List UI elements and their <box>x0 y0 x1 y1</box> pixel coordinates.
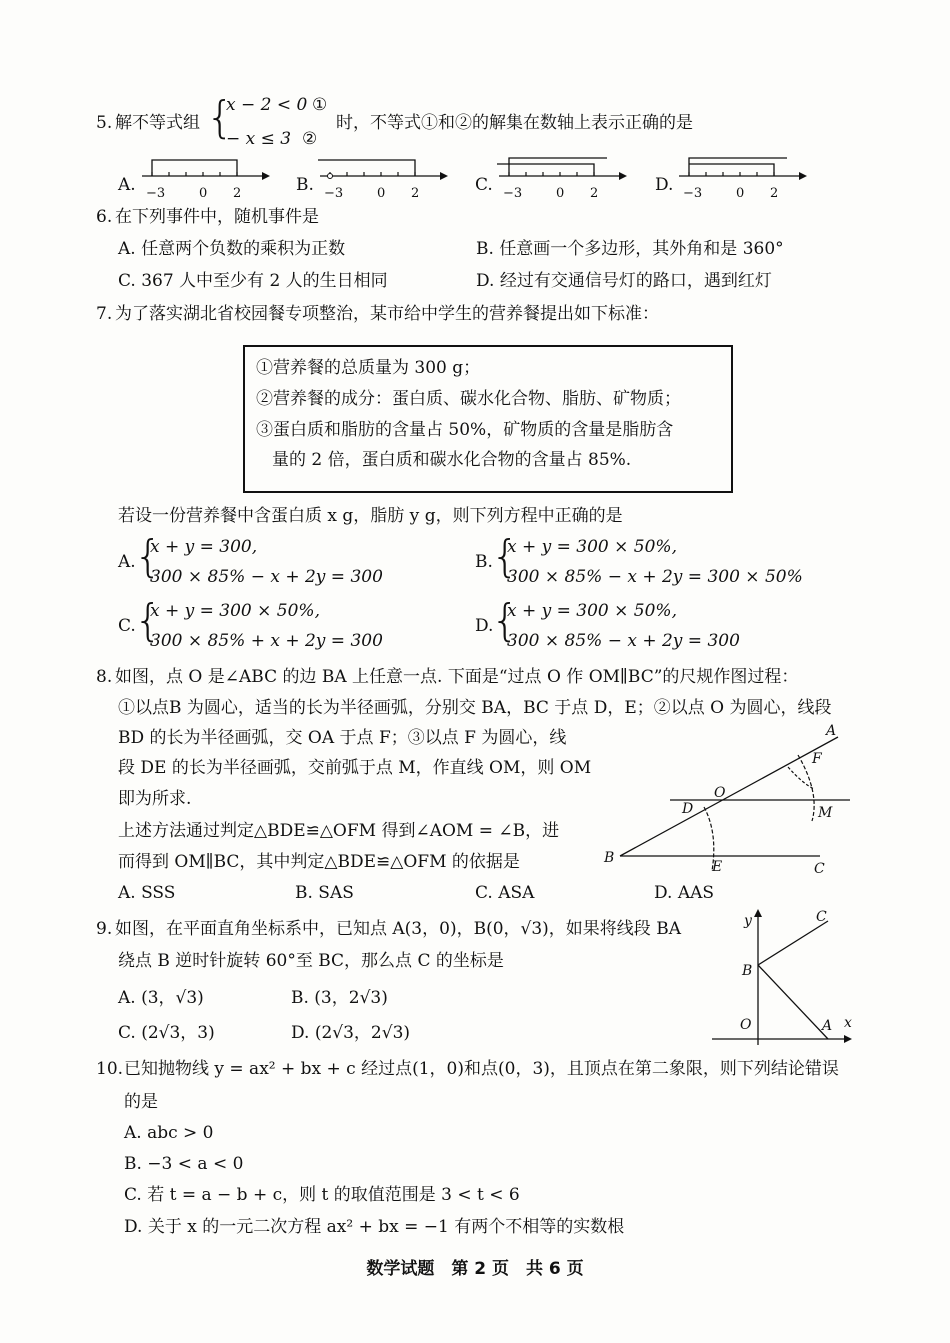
q8-line4: 段 DE 的长为半径画弧，交前弧于点 M，作直线 OM，则 OM <box>118 758 592 778</box>
q7-option-d-label[interactable]: D. <box>475 616 494 636</box>
q9-option-a[interactable]: A. (3，√3) <box>118 988 204 1008</box>
q5-a-tick-neg3: −3 <box>146 186 166 201</box>
q9-label-o: O <box>740 1017 752 1033</box>
q7-c-eq1: x + y = 300 × 50%, <box>150 601 320 621</box>
q5-mark2: ② <box>302 129 318 149</box>
q7-box-line1: ①营养餐的总质量为 300 g； <box>256 358 481 378</box>
q7-box-line4: 量的 2 倍，蛋白质和碳水化合物的含量占 85%. <box>272 450 632 470</box>
q9-label-c: C <box>816 909 827 925</box>
q9-figure <box>706 905 856 1045</box>
q5-ineq1: x − 2 < 0 <box>226 95 308 115</box>
q7-option-a-label[interactable]: A. <box>118 552 136 572</box>
q7-b-brace: { <box>491 531 519 582</box>
q10-number: 10. <box>96 1059 124 1079</box>
q9-option-b[interactable]: B. (3，2√3) <box>291 988 388 1008</box>
q5-b-tick-neg3: −3 <box>324 186 344 201</box>
q5-number: 5. <box>96 113 113 133</box>
q10-option-a[interactable]: A. abc > 0 <box>124 1123 214 1143</box>
q8-option-d[interactable]: D. AAS <box>654 883 715 903</box>
q5-option-b-label[interactable]: B. <box>296 175 314 195</box>
q5-c-tick-0: 0 <box>556 186 565 201</box>
q9-segment-ba <box>758 965 828 1039</box>
q5-option-a-label[interactable]: A. <box>118 175 136 195</box>
q8-line6: 上述方法通过判定△BDE≌△OFM 得到∠AOM = ∠B，进 <box>118 821 560 841</box>
q5-ineq2: − x ≤ 3 <box>226 129 292 149</box>
q7-a-brace: { <box>134 531 162 582</box>
q8-line7: 而得到 OM∥BC，其中判定△BDE≌△OFM 的依据是 <box>118 852 520 872</box>
q9-line1: 如图，在平面直角坐标系中，已知点 A(3，0)，B(0，√3)，如果将线段 BA <box>115 919 681 939</box>
q9-label-a: A <box>822 1018 833 1034</box>
q8-line5: 即为所求. <box>118 789 192 809</box>
q8-label-d: D <box>682 801 694 817</box>
q5-a-tick-0: 0 <box>199 186 208 201</box>
q7-d-brace: { <box>491 595 519 646</box>
q7-d-eq2: 300 × 85% − x + 2y = 300 <box>507 631 740 651</box>
q8-option-c[interactable]: C. ASA <box>475 883 535 903</box>
q9-segment-bc <box>758 921 828 965</box>
q8-label-a: A <box>826 723 837 739</box>
q9-number: 9. <box>96 919 113 939</box>
q10-option-b[interactable]: B. −3 < a < 0 <box>124 1154 244 1174</box>
q5-option-d-label[interactable]: D. <box>655 175 674 195</box>
q5-b-tick-0: 0 <box>377 186 386 201</box>
q8-option-a[interactable]: A. SSS <box>118 883 176 903</box>
q5-c-tick-neg3: −3 <box>503 186 523 201</box>
q7-b-eq2: 300 × 85% − x + 2y = 300 × 50% <box>507 567 803 587</box>
q7-stem: 为了落实湖北省校园餐专项整治，某市给中学生的营养餐提出如下标准： <box>115 304 659 324</box>
q9-label-x: x <box>844 1015 852 1031</box>
q5-option-c-label[interactable]: C. <box>475 175 493 195</box>
q5-c-tick-2: 2 <box>590 186 599 201</box>
q8-label-b: B <box>604 850 615 866</box>
q5-d-tick-2: 2 <box>770 186 779 201</box>
q7-d-eq1: x + y = 300 × 50%, <box>507 601 677 621</box>
q7-box-line3: ③蛋白质和脂肪的含量占 50%，矿物质的含量是脂肪含 <box>256 420 674 440</box>
q5-mark1: ① <box>312 95 328 115</box>
q8-figure <box>600 725 860 885</box>
q7-b-eq1: x + y = 300 × 50%, <box>507 537 677 557</box>
q8-label-m: M <box>818 805 833 821</box>
q5-d-tick-0: 0 <box>736 186 745 201</box>
q8-ray-ba <box>620 737 838 856</box>
q6-option-a[interactable]: A. 任意两个负数的乘积为正数 <box>118 239 346 259</box>
q6-stem: 在下列事件中，随机事件是 <box>115 207 319 227</box>
q7-option-c-label[interactable]: C. <box>118 616 136 636</box>
q10-option-d[interactable]: D. 关于 x 的一元二次方程 ax² + bx = −1 有两个不相等的实数根 <box>124 1217 625 1237</box>
q10-line1: 已知抛物线 y = ax² + bx + c 经过点(1，0)和点(0，3)，且顶点在第二象限，则下列结论错误 <box>124 1059 839 1079</box>
q9-label-y: y <box>744 913 752 929</box>
q8-number: 8. <box>96 667 113 687</box>
q7-a-eq1: x + y = 300, <box>150 537 258 557</box>
q10-line2: 的是 <box>124 1092 158 1112</box>
q5-b-tick-2: 2 <box>411 186 420 201</box>
q8-label-o: O <box>714 785 726 801</box>
q6-option-d[interactable]: D. 经过有交通信号灯的路口，遇到红灯 <box>476 271 772 291</box>
q10-option-c[interactable]: C. 若 t = a − b + c，则 t 的取值范围是 3 < t < 6 <box>124 1185 520 1205</box>
q5-brace: { <box>206 92 234 143</box>
q7-c-brace: { <box>134 595 162 646</box>
q7-c-eq2: 300 × 85% + x + 2y = 300 <box>150 631 383 651</box>
q8-option-b[interactable]: B. SAS <box>295 883 354 903</box>
q9-option-d[interactable]: D. (2√3，2√3) <box>291 1023 411 1043</box>
q5-tail: 时，不等式①和②的解集在数轴上表示正确的是 <box>336 113 693 133</box>
q6-number: 6. <box>96 207 113 227</box>
q6-option-c[interactable]: C. 367 人中至少有 2 人的生日相同 <box>118 271 388 291</box>
q5-a-tick-2: 2 <box>233 186 242 201</box>
q8-arc-m <box>788 767 814 789</box>
q8-line3: BD 的长为半径画弧，交 OA 于点 F；③以点 F 为圆心，线 <box>118 728 567 748</box>
page-footer: 数学试题 第 2 页 共 6 页 <box>366 1259 584 1279</box>
q8-line2: ①以点B 为圆心，适当的长为半径画弧，分别交 BA，BC 于点 D，E；②以点 O 为圆心，线段 <box>118 698 832 718</box>
q8-line1: 如图，点 O 是∠ABC 的边 BA 上任意一点. 下面是“过点 O 作 OM∥BC”的尺规作图过程： <box>115 667 799 687</box>
q7-option-b-label[interactable]: B. <box>475 552 493 572</box>
q6-option-b[interactable]: B. 任意画一个多边形，其外角和是 360° <box>476 239 784 259</box>
q9-label-b: B <box>742 963 753 979</box>
q8-label-f: F <box>812 751 822 767</box>
q8-label-e: E <box>712 859 723 875</box>
q8-label-c: C <box>814 861 825 877</box>
q7-a-eq2: 300 × 85% − x + 2y = 300 <box>150 567 383 587</box>
q7-box-line2: ②营养餐的成分：蛋白质、碳水化合物、脂肪、矿物质； <box>256 389 681 409</box>
q9-option-c[interactable]: C. (2√3，3) <box>118 1023 215 1043</box>
q7-question: 若设一份营养餐中含蛋白质 x g，脂肪 y g，则下列方程中正确的是 <box>118 506 623 526</box>
q9-line2: 绕点 B 逆时针旋转 60°至 BC，那么点 C 的坐标是 <box>118 951 504 971</box>
q5-lead: 解不等式组 <box>115 113 200 133</box>
q5-d-tick-neg3: −3 <box>683 186 703 201</box>
q7-number: 7. <box>96 304 113 324</box>
